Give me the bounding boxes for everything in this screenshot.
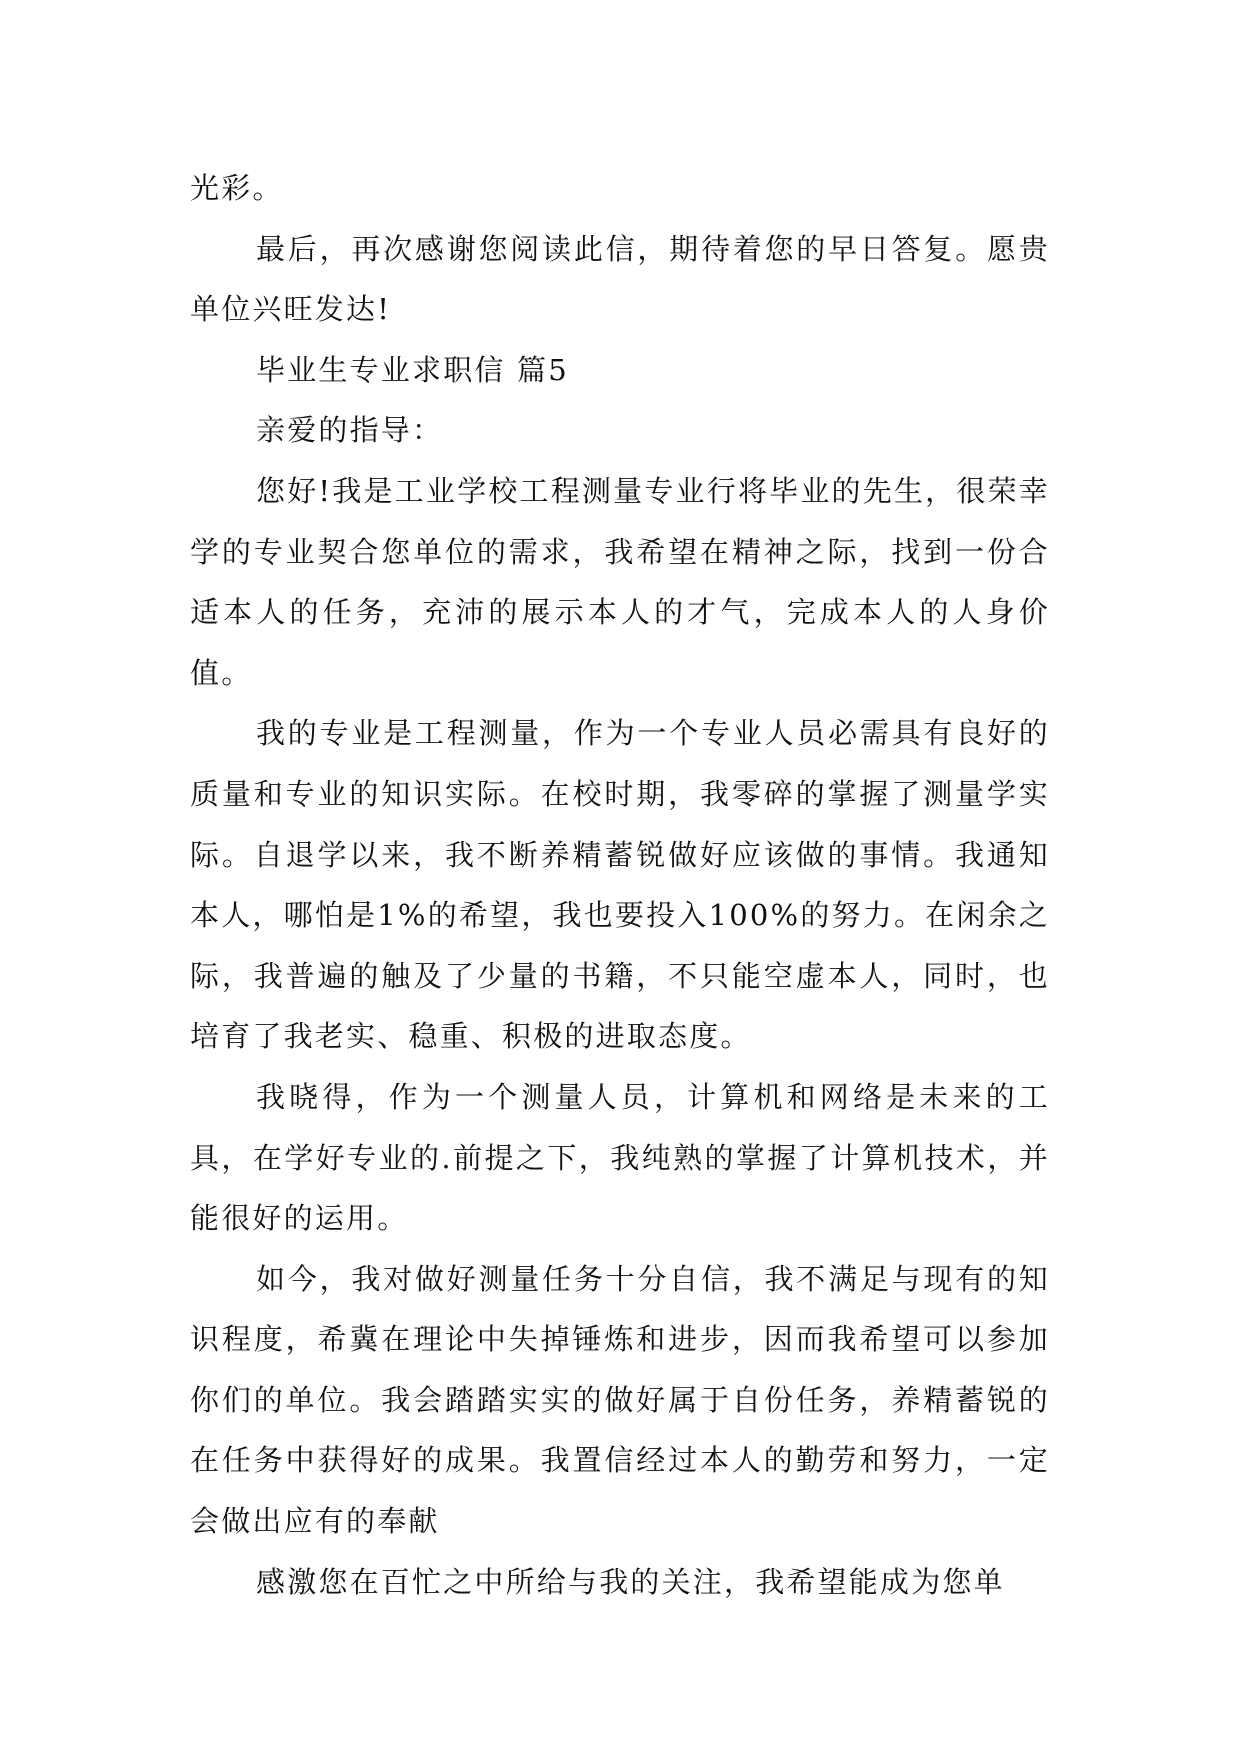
document-body xyxy=(190,158,1050,1612)
salutation: 亲爱的指导： xyxy=(256,413,444,448)
section-heading: 毕业生专业求职信 篇5 xyxy=(256,352,569,387)
paragraph-continuation: 光彩。 xyxy=(190,171,284,205)
paragraph-intro: 您好!我是工业学校工程测量专业行将毕业的先生，很荣幸学的专业契合您单位的需求，我希望在精神之际，找到一份合适本人的任务，充沛的展示本人的才气，完成本人的人身价值。 xyxy=(190,473,1050,690)
paragraph-major: 我的专业是工程测量，作为一个专业人员必需具有良好的质量和专业的知识实际。在校时期，我零碎的掌握了测量学实际。自退学以来，我不断养精蓄锐做好应该做的事情。我通知本人，哪怕是1%的希望，我也要投入100%的努力。在闲余之际，我普遍的触及了少量的书籍，不只能空虚本人，同时，也培育了我老实、稳重、积极的进取态度。 xyxy=(190,716,1050,1054)
paragraph-thanks: 感激您在百忙之中所给与我的关注，我希望能成为您单 xyxy=(256,1564,1005,1599)
paragraph-confidence: 如今，我对做好测量任务十分自信，我不满足与现有的知识程度，希冀在理论中失掉锤炼和进步，因而我希望可以参加你们的单位。我会踏踏实实的做好属于自份任务，养精蓄锐的在任务中获得好的成果。我置信经过本人的勤劳和努力，一定会做出应有的奉献 xyxy=(190,1261,1050,1539)
paragraph-closing: 最后，再次感谢您阅读此信，期待着您的早日答复。愿贵单位兴旺发达! xyxy=(190,231,1050,327)
paragraph-computer-skills: 我晓得，作为一个测量人员，计算机和网络是未来的工具，在学好专业的.前提之下，我纯熟的掌握了计算机技术，并能很好的运用。 xyxy=(190,1079,1050,1236)
